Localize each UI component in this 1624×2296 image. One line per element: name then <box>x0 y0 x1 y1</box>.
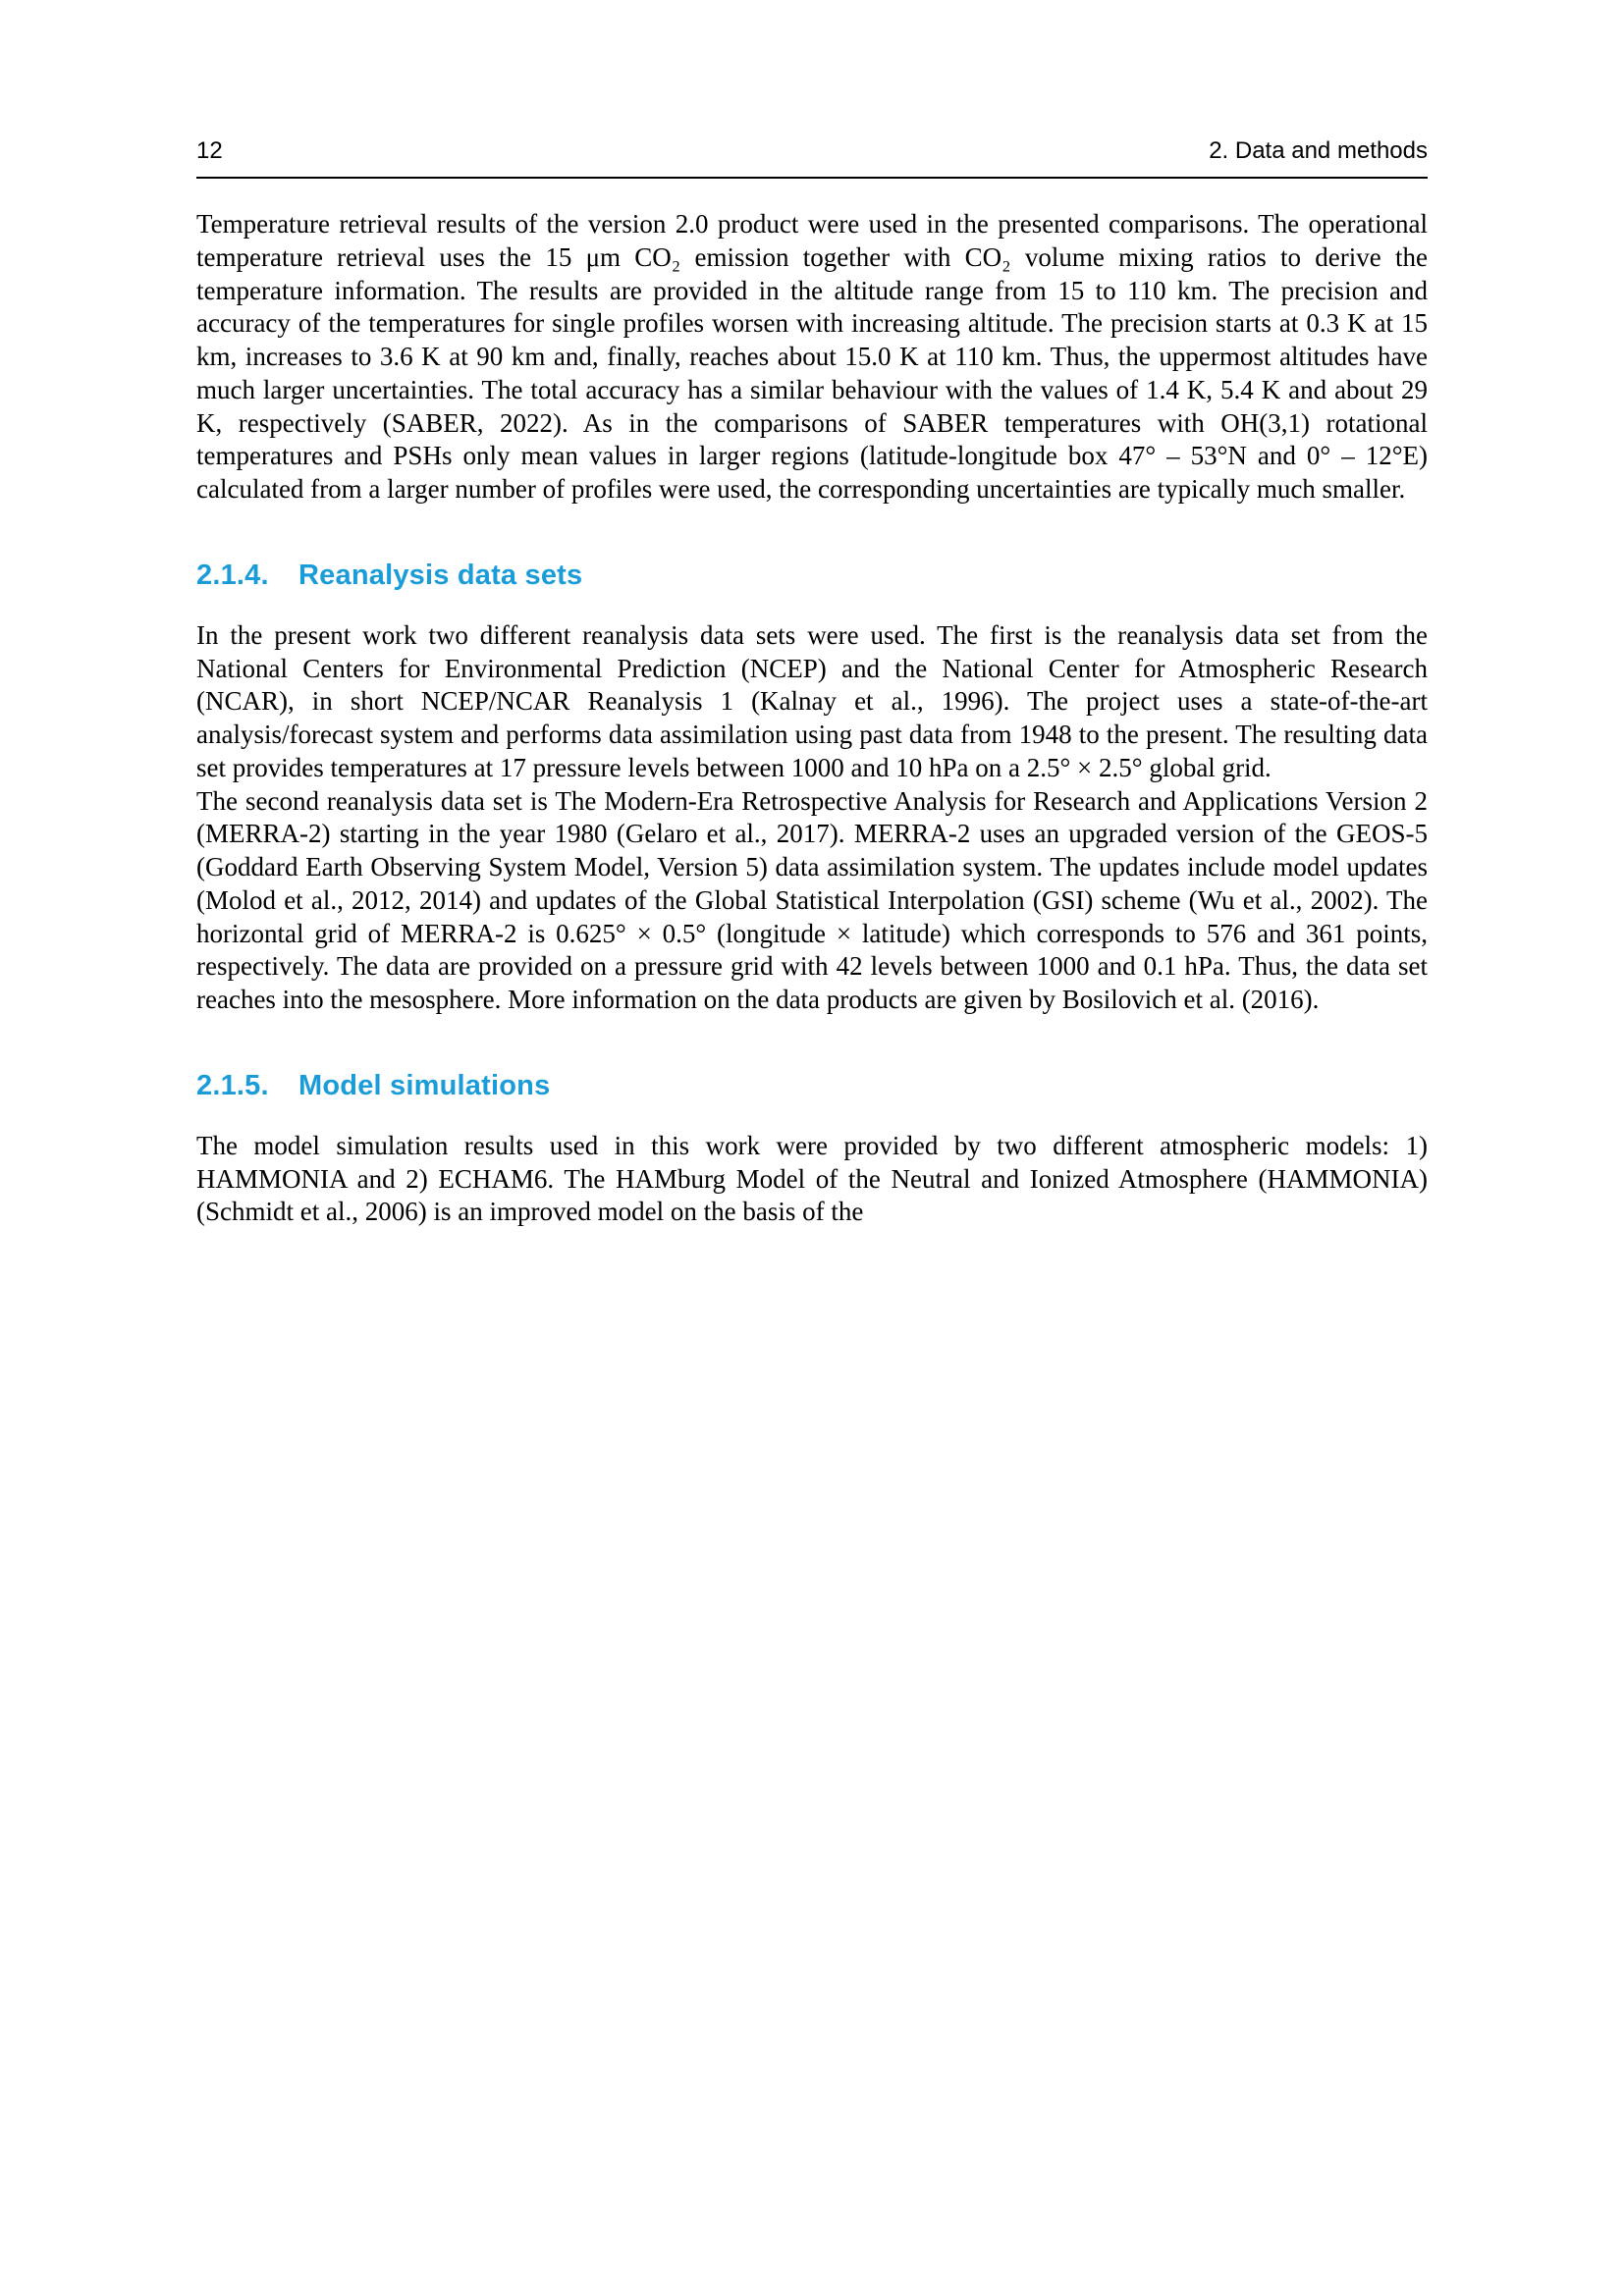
page-content <box>196 0 1428 1229</box>
paragraph-temperature-retrieval: Temperature retrieval results of the version 2.0 product were used in the presented comparisons. The operational temperature retrieval uses the 15 μm CO₂ emission together with CO₂ volume mixing ratios to derive the temperature information. The results are provided in the altitude range from 15 to 110 km. The precision and accuracy of the temperatures for single profiles worsen with increasing altitude. The precision starts at 0.3 K at 15 km, increases to 3.6 K at 90 km and, finally, reaches about 15.0 K at 110 km. Thus, the uppermost altitudes have much larger uncertainties. The total accuracy has a similar behaviour with the values of 1.4 K, 5.4 K and about 29 K, respectively (SABER, 2022). As in the comparisons of SABER temperatures with OH(3,1) rotational temperatures and PSHs only mean values in larger regions (latitude-longitude box 47° – 53°N and 0° – 12°E) calculated from a larger number of profiles were used, the corresponding uncertainties are typically much smaller. <box>196 209 1428 504</box>
paragraph-model-simulations: The model simulation results used in this work were provided by two different atmospheric models: 1) HAMMONIA and 2) ECHAM6. The HAMburg Model of the Neutral and Ionized Atmosphere (HAMMONIA) (Schmidt et al., 2006) is an improved model on the basis of the <box>196 1130 1428 1227</box>
paragraph-ncep-ncar: In the present work two different reanalysis data sets were used. The first is the reanalysis data set from the National Centers for Environmental Prediction (NCEP) and the National Center for Atmospheric Research (NCAR), in short NCEP/NCAR Reanalysis 1 (Kalnay et al., 1996). The project uses a state-of-the-art analysis/forecast system and performs data assimilation using past data from 1948 to the present. The resulting data set provides temperatures at 17 pressure levels between 1000 and 10 hPa on a 2.5° × 2.5° global grid. <box>196 619 1428 782</box>
section-heading-model-simulations <box>196 1070 1428 1102</box>
running-title: 2. Data and methods <box>1209 137 1428 164</box>
page-body <box>196 208 1428 1229</box>
section-number: 2.1.4. <box>196 559 269 591</box>
section-number: 2.1.5. <box>196 1069 269 1101</box>
section-heading-reanalysis-data-sets <box>196 560 1428 592</box>
section-title: Reanalysis data sets <box>298 559 583 591</box>
page-header <box>196 0 1428 165</box>
section-title: Model simulations <box>298 1069 551 1101</box>
page-number: 12 <box>196 137 223 164</box>
paragraph-merra2: The second reanalysis data set is The Modern-Era Retrospective Analysis for Research and Applications Version 2 (MERRA-2) starting in the year 1980 (Gelaro et al., 2017). MERRA-2 uses an upgraded version of the GEOS-5 (Goddard Earth Observing System Model, Version 5) data assimilation system. The updates include model updates (Molod et al., 2012, 2014) and updates of the Global Statistical Interpolation (GSI) scheme (Wu et al., 2002). The horizontal grid of MERRA-2 is 0.625° × 0.5° (longitude × latitude) which corresponds to 576 and 361 points, respectively. The data are provided on a pressure grid with 42 levels between 1000 and 0.1 hPa. Thus, the data set reaches into the mesosphere. More information on the data products are given by Bosilovich et al. (2016). <box>196 785 1428 1014</box>
header-rule <box>196 177 1428 179</box>
